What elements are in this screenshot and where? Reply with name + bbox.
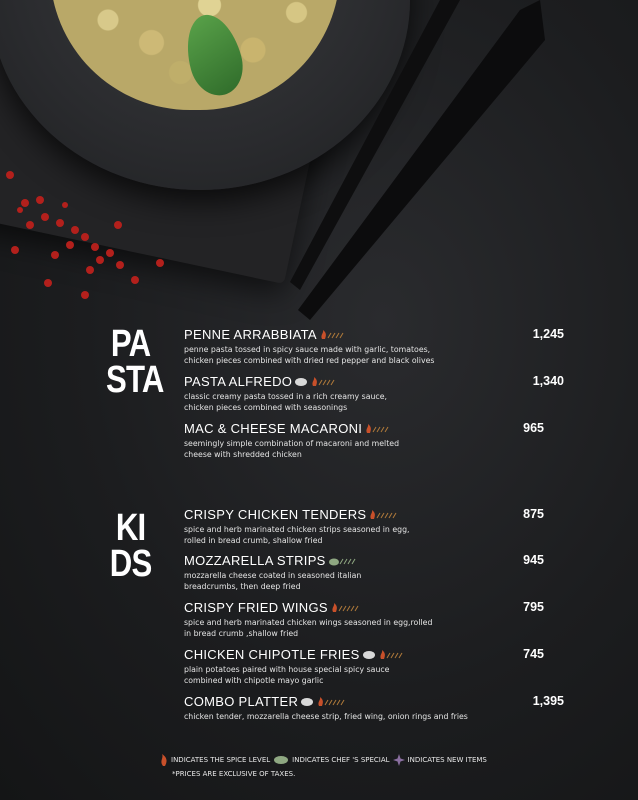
item-name: MAC & CHEESE MACARONI (184, 421, 363, 436)
new-item-icon (393, 754, 405, 766)
legend-spice-text: INDICATES THE SPICE LEVEL (171, 756, 271, 764)
chef-special-icon (362, 650, 376, 660)
item-desc: rolled in bread crumb, shallow fried (184, 536, 323, 545)
menu-item-crispy-chicken-tenders (184, 507, 564, 546)
item-name: CRISPY FRIED WINGS (184, 600, 328, 615)
chef-hat-icon (273, 755, 289, 765)
section-title-line: DS (109, 543, 152, 585)
chef-special-icon (294, 377, 308, 387)
spice-level-icon (310, 377, 336, 387)
spice-level-icon (330, 603, 360, 613)
menu-item-crispy-fried-wings (184, 600, 564, 639)
item-desc: plain potatoes paired with house special spicy sauce (184, 665, 390, 674)
item-desc: spice and herb marinated chicken strips seasoned in egg, (184, 525, 410, 534)
spice-level-icon (368, 510, 400, 520)
item-price: 1,245 (532, 327, 564, 341)
item-name: CHICKEN CHIPOTLE FRIES (184, 647, 360, 662)
legend (158, 754, 518, 778)
item-price: 965 (523, 421, 544, 435)
item-desc: spice and herb marinated chicken wings seasoned in egg,rolled (184, 618, 433, 627)
section-title-line: PA (110, 323, 151, 365)
section-title-kids (106, 507, 155, 585)
item-desc: chicken tender, mozzarella cheese strip, fried wing, onion rings and fries (184, 712, 468, 721)
item-desc: mozzarella cheese coated in seasoned italian (184, 571, 362, 580)
item-desc: breadcrumbs, then deep fried (184, 582, 301, 591)
spice-level-icon (316, 697, 348, 707)
peppercorns-image (0, 165, 180, 305)
menu-item-combo-platter (184, 694, 564, 722)
menu-item-penne-arrabbiata (184, 327, 564, 366)
item-desc: chicken pieces combined with seasonings (184, 403, 348, 412)
item-price: 1,340 (532, 374, 564, 388)
chef-special-icon (328, 556, 360, 566)
item-desc: seemingly simple combination of macaroni and melted (184, 439, 400, 448)
item-desc: cheese with shredded chicken (184, 450, 302, 459)
menu-item-chicken-chipotle-fries (184, 647, 564, 686)
legend-new-text: INDICATES NEW ITEMS (407, 756, 487, 764)
tax-note: *PRICES ARE EXCLUSIVE OF TAXES. (172, 770, 296, 778)
item-price: 945 (523, 553, 544, 567)
item-name: MOZZARELLA STRIPS (184, 553, 326, 568)
legend-chef-text: INDICATES CHEF 'S SPECIAL (292, 756, 390, 764)
section-title-pasta (106, 323, 164, 401)
item-price: 745 (523, 647, 544, 661)
item-name: COMBO PLATTER (184, 694, 299, 709)
item-desc: combined with chipotle mayo garlic (184, 676, 324, 685)
spice-level-icon (364, 424, 390, 434)
item-price: 875 (523, 507, 544, 521)
spice-icon (158, 754, 168, 766)
menu-item-mozzarella-strips (184, 553, 564, 592)
item-name: PENNE ARRABBIATA (184, 327, 317, 342)
section-title-line: KI (115, 507, 146, 549)
section-title-line: STA (106, 359, 164, 401)
item-price: 795 (523, 600, 544, 614)
fork-image (290, 0, 590, 330)
menu-item-mac-and-cheese (184, 421, 564, 460)
item-name: PASTA ALFREDO (184, 374, 293, 389)
item-price: 1,395 (532, 694, 564, 708)
spice-level-icon (319, 330, 345, 340)
item-desc: in bread crumb ,shallow fried (184, 629, 299, 638)
item-desc: classic creamy pasta tossed in a rich creamy sauce, (184, 392, 387, 401)
item-desc: chicken pieces combined with dried red pepper and black olives (184, 356, 435, 365)
item-desc: penne pasta tossed in spicy sauce made with garlic, tomatoes, (184, 345, 431, 354)
item-name: CRISPY CHICKEN TENDERS (184, 507, 367, 522)
spice-level-icon (378, 650, 406, 660)
chef-special-icon (300, 697, 314, 707)
menu-item-pasta-alfredo (184, 374, 564, 413)
